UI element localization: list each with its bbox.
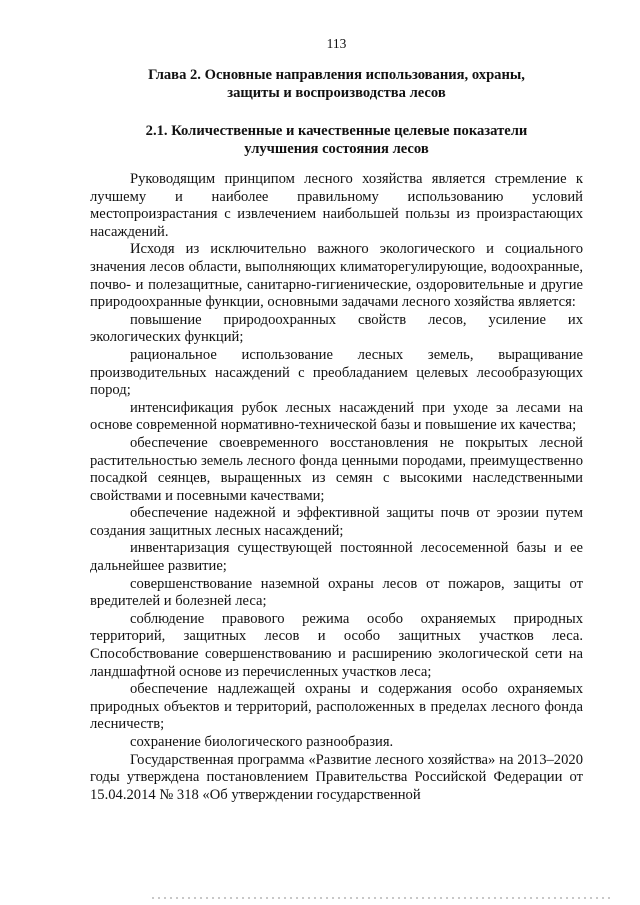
paragraph: Исходя из исключительно важного экологического и социального значения лесов области, выполняющих климаторегулирующие, водоохранные, почво- и полезащитные, санитарно-гигиенические, оздоровительные и другие природоохранные функции, основными задачами лесного хозяйства является: [90, 241, 583, 311]
page-number: 113 [326, 36, 347, 51]
list-item: сохранение биологического разнообразия. [130, 734, 394, 750]
chapter-title [90, 67, 583, 102]
list-item: обеспечение надлежащей охраны и содержания особо охраняемых природных объектов и территорий, расположенных в пределах лесного фонда лесничеств; [90, 681, 583, 733]
list-item: интенсификация рубок лесных насаждений при уходе за лесами на основе современной нормативно-технической базы и повышение их качества; [90, 399, 583, 434]
list-item: обеспечение своевременного восстановления не покрытых лесной растительностью земель лесного фонда ценными породами, преимущественно посадкой сеянцев, выращенных из семян с высокими наследственными свойствами и посевными качествами; [90, 434, 583, 504]
chapter-title-line-2: защиты и воспроизводства лесов [227, 84, 446, 101]
paragraph: Руководящим принципом лесного хозяйства является стремление к лучшему и наиболее правильному использованию условий местопроизрастания с извлечением наибольшей пользы из произрастающих насаждений. [90, 171, 583, 240]
list-item: соблюдение правового режима особо охраняемых природных территорий, защитных лесов и особо защитных участков леса. Способствование совершенствованию и расширению экологической сети на ландшафтной основе из перечисленных участков леса; [90, 610, 583, 680]
list-item: повышение природоохранных свойств лесов, усиление их экологических функций; [90, 311, 583, 346]
list-item: обеспечение надежной и эффективной защиты почв от эрозии путем создания защитных лесных насаждений; [90, 505, 583, 539]
list-item: рациональное использование лесных земель, выращивание производительных насаждений с преобладанием целевых лесообразующих пород; [90, 346, 583, 399]
section-title-line-2: улучшения состояния лесов [244, 140, 429, 157]
section-title [90, 123, 583, 158]
list-item: инвентаризация существующей постоянной лесосеменной базы и ее дальнейшее развитие; [90, 540, 583, 575]
chapter-title-line-1: Глава 2. Основные направления использования, охраны, [148, 67, 525, 83]
section-title-line-1: 2.1. Количественные и качественные целевые показатели [145, 123, 528, 139]
list-item: совершенствование наземной охраны лесов от пожаров, защиты от вредителей и болезней леса; [90, 575, 583, 610]
paragraph: Государственная программа «Развитие лесного хозяйства» на 2013–2020 годы утверждена постановлением Правительства Российской Федерации от 15.04.2014 № 318 «Об утверждении государственной [90, 751, 583, 803]
scan-noise [150, 896, 610, 900]
body-text [90, 171, 583, 804]
scan-artifact [0, 893, 640, 905]
